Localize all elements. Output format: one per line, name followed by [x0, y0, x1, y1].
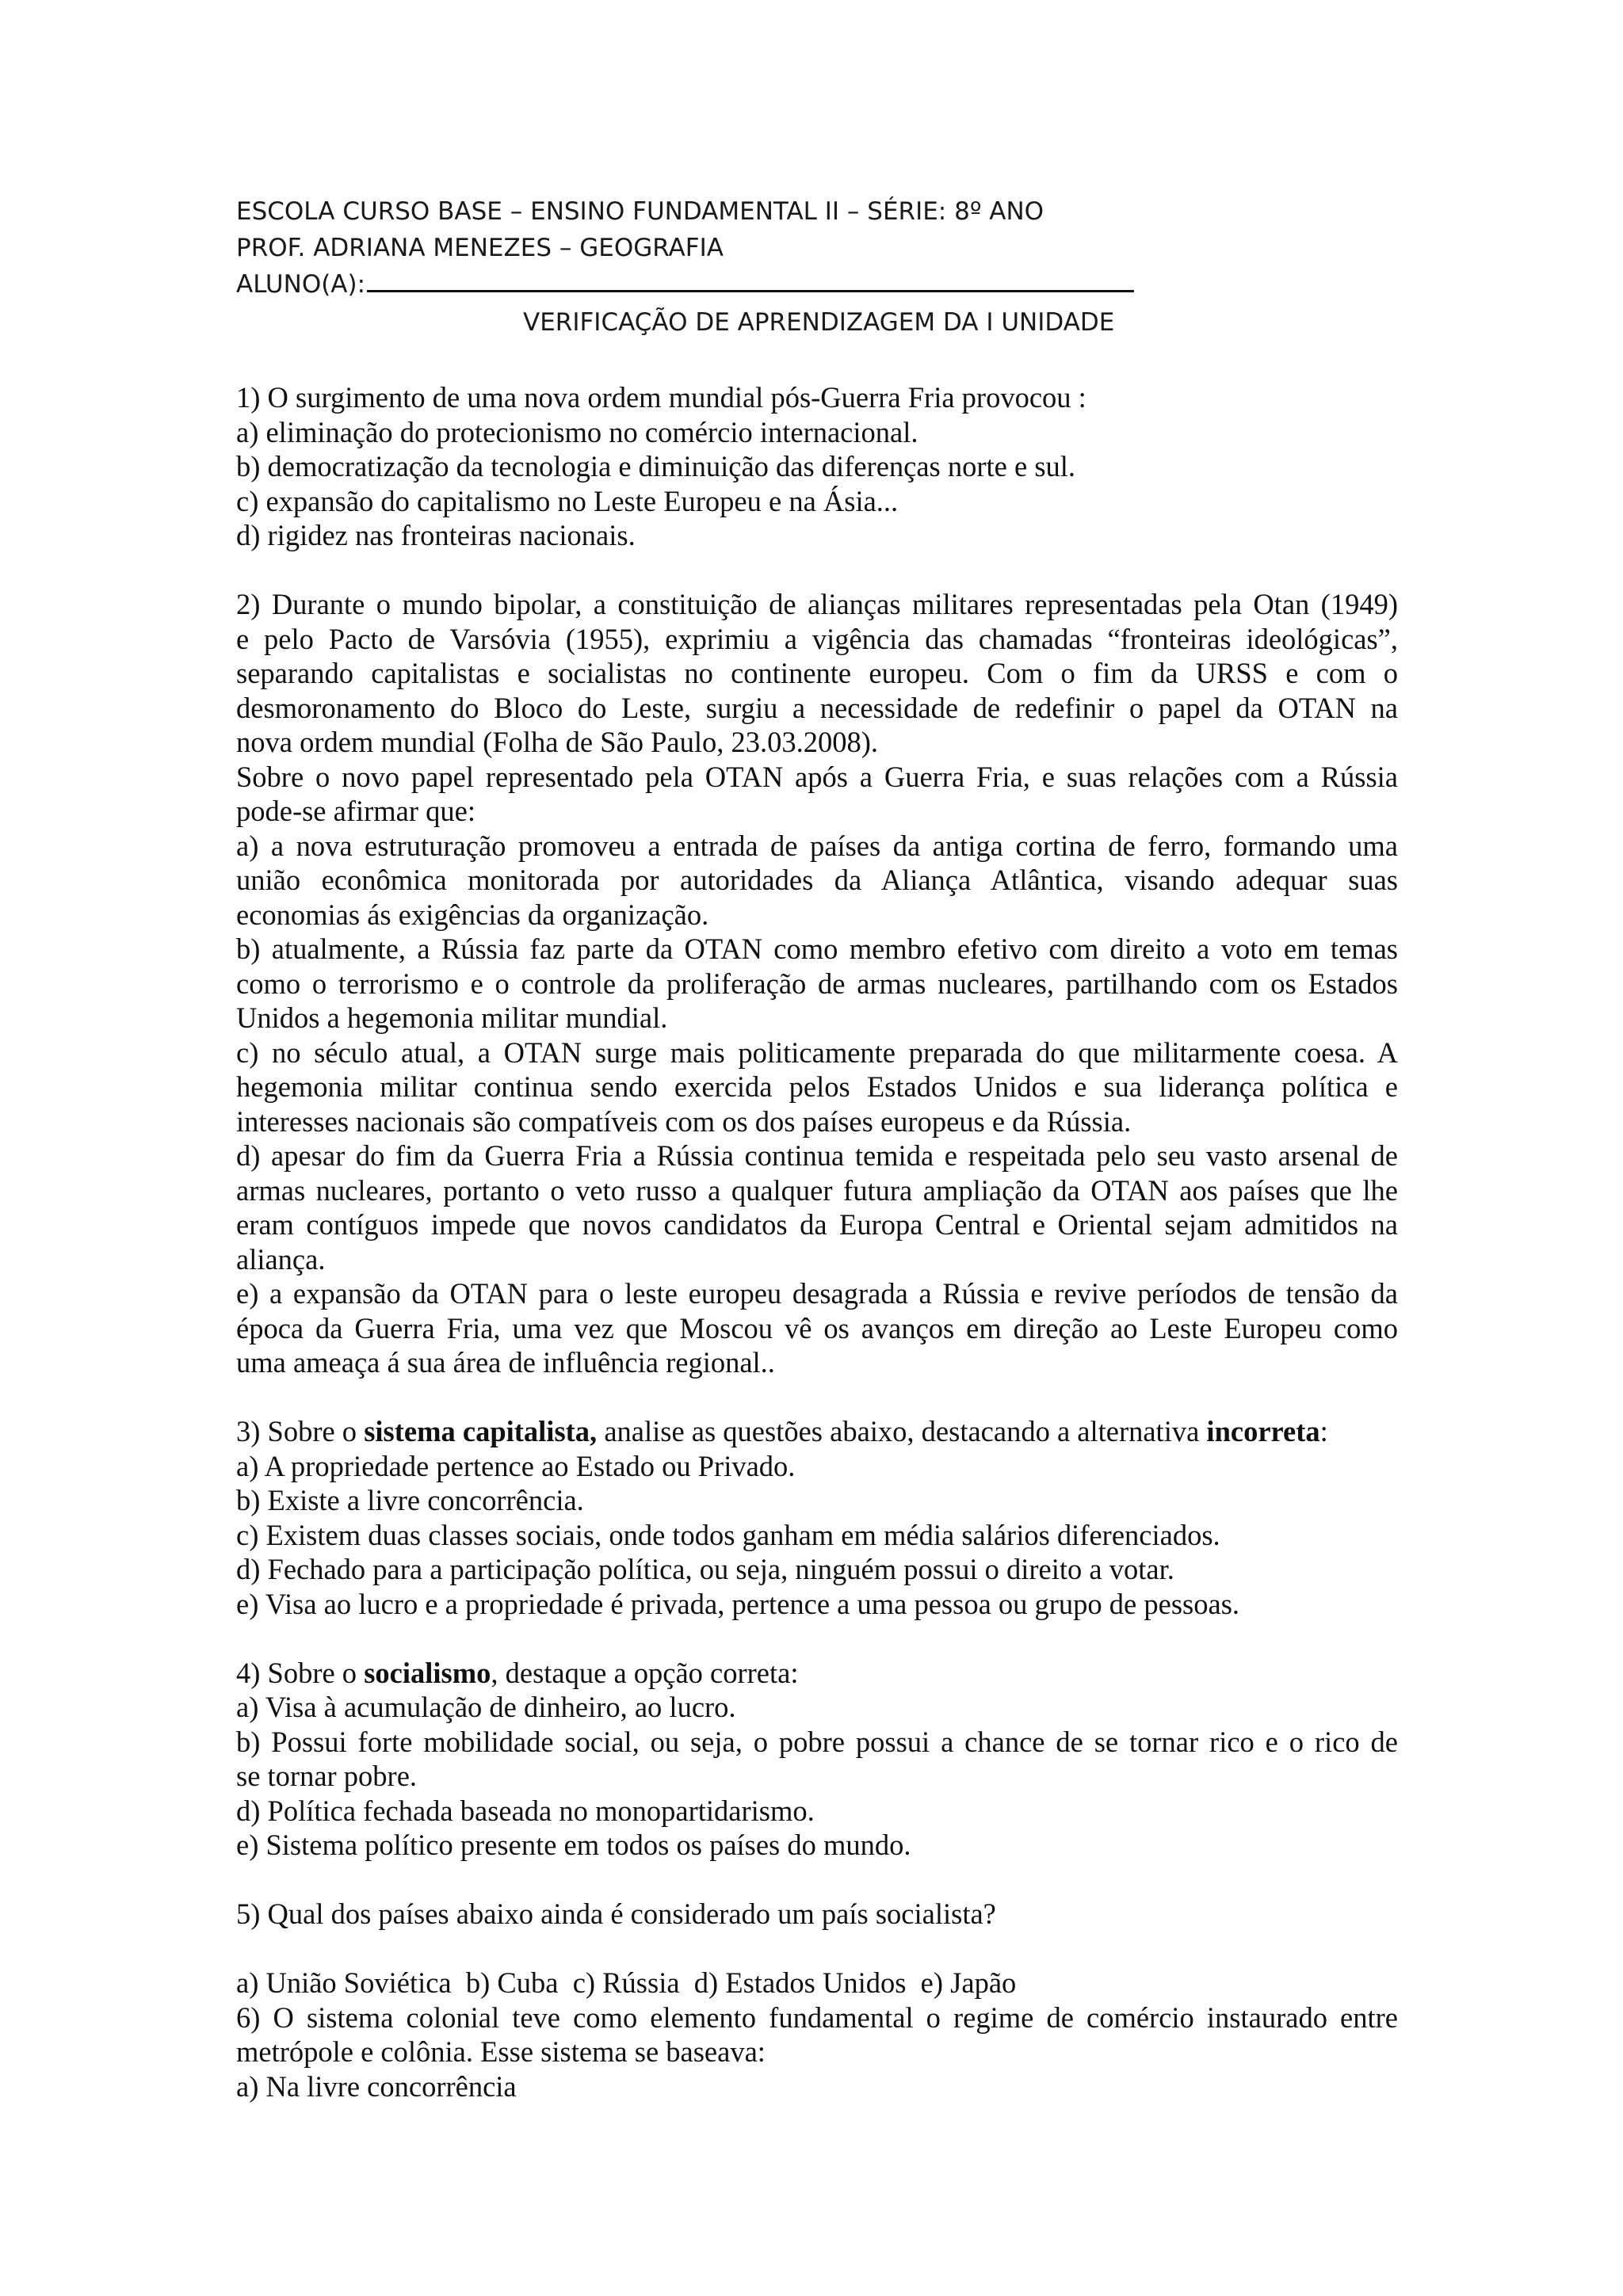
teacher-line: PROF. ADRIANA MENEZES – GEOGRAFIA	[236, 234, 724, 262]
q2-option-b-line: Unidos a hegemonia militar mundial.	[236, 1001, 668, 1034]
q2-option-d-line: armas nucleares, portanto o veto russo a qualquer futura ampliação da OTAN aos países que lhe	[236, 1173, 1398, 1207]
q4-stem-text: 4) Sobre o	[236, 1656, 365, 1689]
q1-option-d: d) rigidez nas fronteiras nacionais.	[236, 519, 636, 551]
q2-option-c-line: hegemonia militar continua sendo exercida pelos Estados Unidos e sua liderança política e	[236, 1070, 1398, 1103]
student-label: ALUNO(A):	[236, 270, 366, 299]
q2-option-a-line: economias ás exigências da organização.	[236, 898, 709, 931]
spacer	[236, 553, 1398, 588]
q2-stem-line: desmoronamento do Bloco do Leste, surgiu a necessidade de redefinir o papel da OTAN na	[236, 691, 1398, 724]
q2-question-line: pode-se afirmar que:	[236, 795, 475, 827]
q2-stem-line: 2) Durante o mundo bipolar, a constituição de alianças militares representadas pela Otan (1949)	[236, 588, 1398, 620]
q3-stem-text: analise as questões abaixo, destacando a alternativa	[597, 1415, 1207, 1447]
q2-option-b-line: como o terrorismo e o controle da proliferação de armas nucleares, partilhando com os Estados	[236, 967, 1398, 1000]
student-name-blank	[367, 266, 1134, 292]
q3-option-c: c) Existem duas classes sociais, onde todos ganham em média salários diferenciados.	[236, 1518, 1220, 1551]
q5-stem: 5) Qual dos países abaixo ainda é considerado um país socialista?	[236, 1897, 996, 1930]
q4-option-d: d) Política fechada baseada no monopartidarismo.	[236, 1794, 815, 1827]
q2-question-line: Sobre o novo papel representado pela OTAN após a Guerra Fria, e suas relações com a Rússia	[236, 760, 1398, 793]
q4-option-b-line: se tornar pobre.	[236, 1760, 418, 1792]
q1-option-a: a) eliminação do protecionismo no comércio internacional.	[236, 415, 918, 448]
q1-stem: 1) O surgimento de uma nova ordem mundial pós-Guerra Fria provocou :	[236, 381, 1086, 414]
q3-option-e: e) Visa ao lucro e a propriedade é privada, pertence a uma pessoa ou grupo de pessoas.	[236, 1587, 1240, 1620]
q3-option-d: d) Fechado para a participação política, ou seja, ninguém possui o direito a votar.	[236, 1553, 1174, 1585]
q4-option-b-line: b) Possui forte mobilidade social, ou seja, o pobre possui a chance de se tornar rico e o rico de	[236, 1725, 1398, 1758]
q6-option-a: a) Na livre concorrência	[236, 2069, 517, 2103]
student-line	[236, 266, 1409, 303]
q3-stem-text: :	[1319, 1415, 1328, 1447]
spacer	[236, 1380, 1398, 1415]
school-line: ESCOLA CURSO BASE – ENSINO FUNDAMENTAL II – SÉRIE: 8º ANO	[236, 197, 1044, 226]
q2-option-d-line: d) apesar do fim da Guerra Fria a Rússia continua temida e respeitada pelo seu vasto arsenal de	[236, 1139, 1398, 1172]
q3-option-b: b) Existe a livre concorrência.	[236, 1484, 584, 1516]
document-header	[236, 193, 1409, 303]
q2-option-e-line: época da Guerra Fria, uma vez que Moscou vê os avanços em direção ao Leste Europeu como	[236, 1311, 1398, 1344]
spacer	[236, 1932, 1398, 1966]
q3-stem-text: 3) Sobre o	[236, 1415, 365, 1447]
q1-option-c: c) expansão do capitalismo no Leste Europeu e na Ásia...	[236, 484, 899, 517]
q2-option-b-line: b) atualmente, a Rússia faz parte da OTAN como membro efetivo com direito a voto em temas	[236, 933, 1398, 965]
q2-option-d-line: eram contíguos impede que novos candidatos da Europa Central e Oriental sejam admitidos na	[236, 1208, 1398, 1241]
q2-stem-line: separando capitalistas e socialistas no continente europeu. Com o fim da URSS e com o	[236, 657, 1398, 689]
q2-stem-line: e pelo Pacto de Varsóvia (1955), exprimiu a vigência das chamadas “fronteiras ideológicas”,	[236, 622, 1398, 655]
q2-option-e-line: e) a expansão da OTAN para o leste europeu desagrada a Rússia e revive períodos de tensão da	[236, 1277, 1398, 1310]
q4-stem-text: , destaque a opção correta:	[491, 1656, 799, 1689]
spacer	[236, 1863, 1398, 1897]
q5-options: a) União Soviética b) Cuba c) Rússia d) Estados Unidos e) Japão	[236, 1966, 1017, 1999]
q2-stem-line: nova ordem mundial (Folha de São Paulo, 23.03.2008).	[236, 726, 878, 758]
q2-option-c-line: interesses nacionais são compatíveis com os dos países europeus e da Rússia.	[236, 1104, 1132, 1138]
q2-option-a-line: a) a nova estruturação promoveu a entrada de países da antiga cortina de ferro, formando uma	[236, 829, 1398, 862]
q2-option-d-line: aliança.	[236, 1242, 326, 1276]
q3-stem-emphasis: incorreta	[1206, 1415, 1320, 1447]
q2-option-a-line: união econômica monitorada por autoridades da Aliança Atlântica, visando adequar suas	[236, 864, 1398, 896]
exam-title: VERIFICAÇÃO DE APRENDIZAGEM DA I UNIDADE	[523, 308, 1115, 337]
q2-option-e-line: uma ameaça á sua área de influência regional..	[236, 1346, 775, 1379]
q6-stem-line: metrópole e colônia. Esse sistema se baseava:	[236, 2035, 766, 2068]
q3-stem-emphasis: sistema capitalista,	[364, 1415, 598, 1447]
q4-option-e: e) Sistema político presente em todos os países do mundo.	[236, 1829, 911, 1861]
q3-option-a: a) A propriedade pertence ao Estado ou Privado.	[236, 1449, 796, 1482]
q4-stem	[236, 1656, 1398, 1691]
q3-stem	[236, 1414, 1398, 1449]
q2-option-c-line: c) no século atual, a OTAN surge mais politicamente preparada do que militarmente coesa. A	[236, 1035, 1398, 1069]
q4-option-a: a) Visa à acumulação de dinheiro, ao lucro.	[236, 1691, 736, 1723]
q4-stem-emphasis: socialismo	[364, 1656, 491, 1689]
q6-stem-line: 6) O sistema colonial teve como elemento fundamental o regime de comércio instaurado entre	[236, 2000, 1398, 2034]
exam-body	[236, 380, 1398, 2103]
q1-option-b: b) democratização da tecnologia e diminuição das diferenças norte e sul.	[236, 450, 1076, 482]
spacer	[236, 1621, 1398, 1656]
